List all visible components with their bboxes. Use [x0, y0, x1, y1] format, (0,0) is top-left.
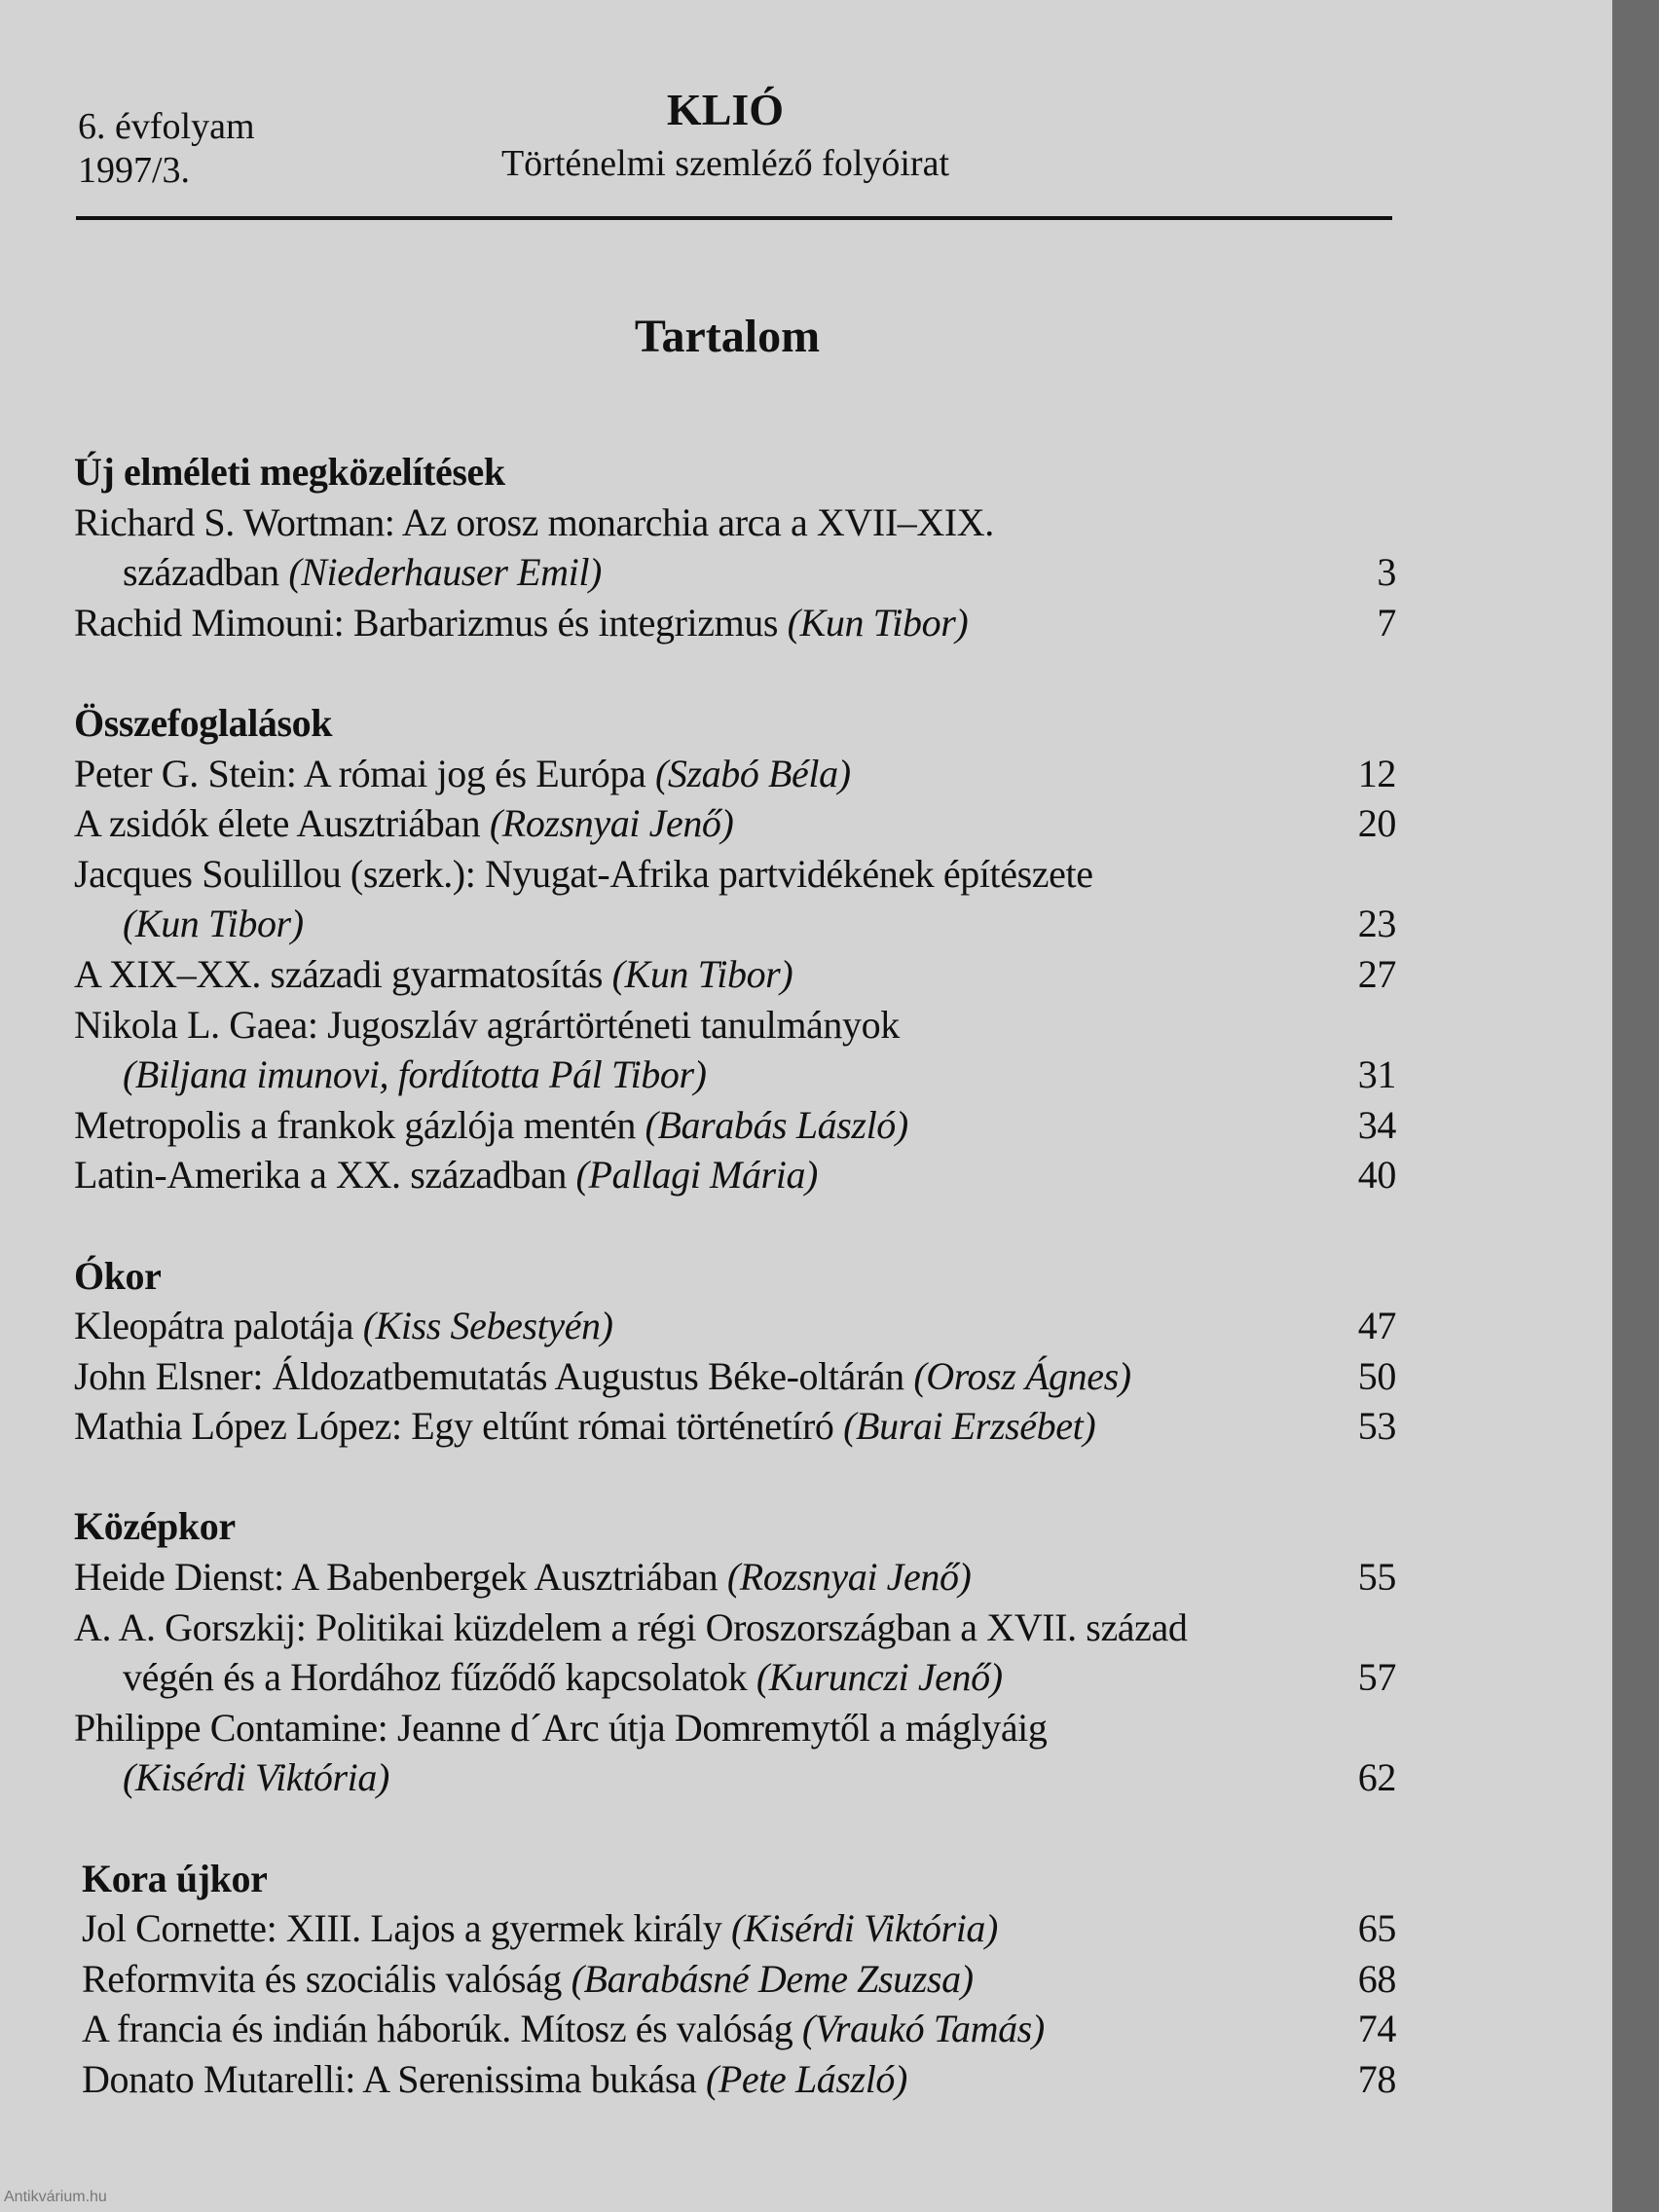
spacer: [74, 647, 1396, 698]
toc-entry-line: [74, 749, 1396, 799]
watermark: Antikvárium.hu: [4, 2189, 107, 2205]
page-number: 65: [1357, 1906, 1396, 1951]
volume-label: 6. évfolyam: [78, 106, 255, 147]
entry-title: Richard S. Wortman: Az orosz monarchia arca a XVII–XIX.: [74, 499, 994, 544]
toc-entry-line: [74, 949, 1396, 1000]
entry-reviewer: (Barabásné Deme Zsuzsa): [571, 1956, 974, 2001]
toc-entry-line: [74, 1000, 1396, 1051]
section-heading: Ókor: [74, 1253, 162, 1298]
toc-entry-line: [74, 1652, 1396, 1703]
page-number: 12: [1357, 751, 1396, 795]
page-number: 20: [1357, 801, 1396, 846]
page-number: 40: [1357, 1153, 1396, 1198]
entry-reviewer: (Barabás László): [645, 1102, 908, 1147]
toc-entry-line: [74, 1752, 1396, 1803]
entry-reviewer: (Szabó Béla): [654, 751, 851, 795]
entry-title: A zsidók élete Ausztriában: [74, 801, 490, 846]
entry-title: Latin-Amerika a XX. században: [74, 1153, 576, 1198]
entry-title: Kleopátra palotája: [74, 1304, 363, 1348]
toc-entry-line: [74, 598, 1396, 648]
toc-entry-line: [74, 1552, 1396, 1603]
toc-section: [74, 1200, 1396, 1452]
entry-title: Metropolis a frankok gázlója mentén: [74, 1102, 645, 1147]
toc-entry-line: [74, 849, 1396, 900]
toc-entry-line: [74, 798, 1396, 849]
page-number: 68: [1357, 1956, 1396, 2001]
spacer: [82, 1803, 1396, 1854]
toc-section: [74, 1452, 1396, 1803]
toc-entry-line: [82, 1903, 1396, 1954]
entry-reviewer: (Kun Tibor): [787, 600, 969, 645]
page-edge: [1612, 0, 1659, 2212]
toc-entry-line: [74, 1351, 1396, 1402]
page-number: 53: [1357, 1404, 1396, 1449]
page-number: 7: [1377, 600, 1396, 645]
toc-entry-line: [74, 498, 1396, 548]
entry-title: Mathia López López: Egy eltűnt római történetíró: [74, 1404, 844, 1449]
toc-entry-line: [82, 2004, 1396, 2054]
page-number: 23: [1357, 902, 1396, 946]
toc-section: [74, 1803, 1396, 2105]
toc-entry-line: [74, 1050, 1396, 1100]
entry-reviewer: (Kun Tibor): [123, 902, 304, 946]
entry-title: végén és a Hordához fűződő kapcsolatok: [123, 1655, 756, 1700]
journal-subtitle: Történelmi szemléző folyóirat: [500, 143, 950, 184]
entry-title: Peter G. Stein: A római jog és Európa: [74, 751, 655, 795]
toc-entry-line: [74, 1100, 1396, 1151]
entry-reviewer: (Rozsnyai Jenő): [489, 801, 734, 846]
page-number: 47: [1357, 1304, 1396, 1348]
entry-reviewer: (Niederhauser Emil): [288, 550, 602, 595]
toc-entry-line: [74, 1603, 1396, 1653]
toc-entry-line: [74, 1703, 1396, 1753]
entry-reviewer: (Vraukó Tamás): [801, 2007, 1045, 2051]
page-number: 74: [1357, 2007, 1396, 2051]
toc-entry-line: [74, 899, 1396, 949]
entry-reviewer: (Kurunczi Jenő): [756, 1655, 1003, 1700]
header-rule: [76, 216, 1392, 220]
spacer: [74, 1200, 1396, 1251]
toc-entry-line: [82, 1954, 1396, 2005]
entry-reviewer: (Kiss Sebestyén): [362, 1304, 613, 1348]
toc-entry-line: [74, 1401, 1396, 1452]
entry-reviewer: (Kisérdi Viktória): [123, 1755, 389, 1800]
entry-title: Jacques Soulillou (szerk.): Nyugat-Afrika partvidékének építészete: [74, 851, 1093, 896]
entry-title: században: [123, 550, 289, 595]
section-heading: Középkor: [74, 1504, 236, 1549]
entry-reviewer: (Rozsnyai Jenő): [726, 1555, 972, 1600]
page-number: 78: [1357, 2057, 1396, 2101]
entry-reviewer: (Pete László): [705, 2057, 907, 2101]
page-number: 57: [1357, 1655, 1396, 1700]
entry-reviewer: (Pallagi Mária): [575, 1153, 818, 1198]
entry-reviewer: (Kun Tibor): [611, 951, 793, 996]
entry-title: Heide Dienst: A Babenbergek Ausztriában: [74, 1555, 727, 1600]
entry-reviewer: (Kisérdi Viktória): [731, 1906, 998, 1951]
entry-title: Nikola L. Gaea: Jugoszláv agrártörténeti tanulmányok: [74, 1002, 900, 1047]
spacer: [74, 1452, 1396, 1502]
entry-title: Reformvita és szociális valóság: [82, 1956, 571, 2001]
section-heading: Összefoglalások: [74, 700, 333, 745]
entry-title: A XIX–XX. századi gyarmatosítás: [74, 951, 612, 996]
page-number: 3: [1377, 550, 1396, 595]
entry-title: A francia és indián háborúk. Mítosz és valóság: [82, 2007, 802, 2051]
page-number: 62: [1357, 1755, 1396, 1800]
entry-title: A. A. Gorszkij: Politikai küzdelem a régi Oroszországban a XVII. század: [74, 1604, 1188, 1649]
journal-title: KLIÓ: [666, 85, 785, 134]
toc-section: [74, 647, 1396, 1200]
entry-title: Philippe Contamine: Jeanne d´Arc útja Domremytől a máglyáig: [74, 1705, 1048, 1750]
page-number: 34: [1357, 1102, 1396, 1147]
toc-entry-line: [74, 1301, 1396, 1351]
page-number: 31: [1357, 1052, 1396, 1097]
entry-reviewer: (Burai Erzsébet): [843, 1404, 1096, 1449]
page-number: 27: [1357, 951, 1396, 996]
page-number: 50: [1357, 1353, 1396, 1398]
toc-entry-line: [82, 2054, 1396, 2105]
section-heading: Új elméleti megközelítések: [74, 450, 505, 494]
toc-entry-line: [74, 547, 1396, 598]
toc-title: Tartalom: [634, 311, 821, 362]
section-heading: Kora újkor: [82, 1856, 268, 1900]
toc-entry-line: [74, 1150, 1396, 1200]
entry-title: Donato Mutarelli: A Serenissima bukása: [82, 2057, 706, 2101]
entry-title: Rachid Mimouni: Barbarizmus és integrizmus: [74, 600, 788, 645]
entry-title: John Elsner: Áldozatbemutatás Augustus Béke-oltárán: [74, 1353, 914, 1398]
table-of-contents: [74, 447, 1396, 2105]
page-number: 55: [1357, 1555, 1396, 1600]
entry-reviewer: (Biljana imunovi, fordította Pál Tibor): [123, 1052, 707, 1097]
toc-section: [74, 447, 1396, 647]
issue-label: 1997/3.: [78, 150, 191, 191]
entry-title: Jol Cornette: XIII. Lajos a gyermek király: [82, 1906, 732, 1951]
entry-reviewer: (Orosz Ágnes): [913, 1353, 1131, 1398]
